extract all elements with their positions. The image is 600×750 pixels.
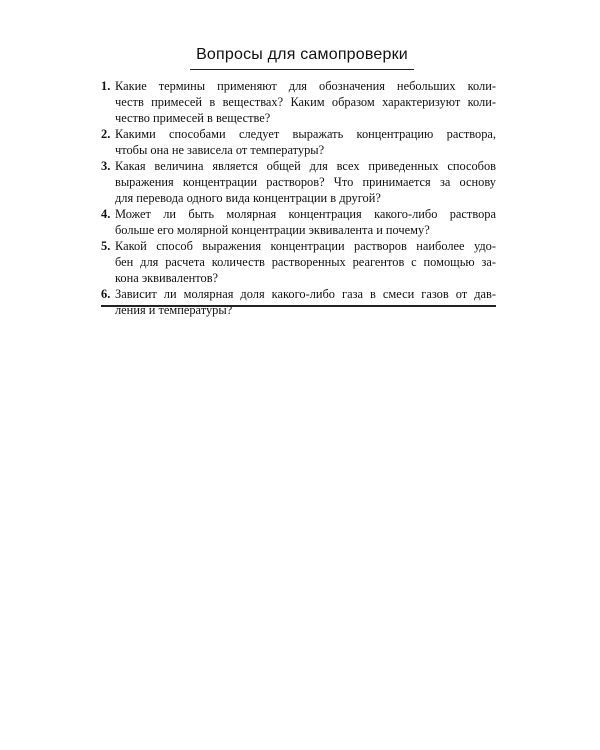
question-item-1 [101,78,496,126]
question-number: 3. [101,159,111,173]
question-item-3 [101,158,496,206]
question-text-line: Какая величина является общей для всех приведенных способов [115,159,496,173]
question-item-5 [101,238,496,286]
question-list [101,78,496,318]
question-number: 4. [101,207,111,221]
section-title-underline [190,69,414,70]
question-number: 5. [101,239,111,253]
question-item-2 [101,126,496,158]
question-item-6 [101,286,496,318]
question-text-line: честв примесей в веществах? Каким образом характеризуют коли- [115,95,496,109]
question-text-line: для перевода одного вида концентрации в другой? [115,191,381,205]
question-text-line: Какой способ выражения концентрации растворов наиболее удо- [115,239,496,253]
question-number: 6. [101,287,111,301]
question-text-line: Может ли быть молярная концентрация какого-либо раствора [115,207,496,221]
question-text-line: больше его молярной концентрации эквивалента и почему? [115,223,430,237]
question-number: 1. [101,79,111,93]
section-end-rule [101,305,496,307]
question-text-line: чество примесей в веществе? [115,111,271,125]
section-header [190,44,414,70]
section-title: Вопросы для самопроверки [196,46,408,63]
question-text-line: ления и температуры? [115,303,233,317]
question-text-line: Зависит ли молярная доля какого-либо газа в смеси газов от дав- [115,287,496,301]
question-item-4 [101,206,496,238]
question-text-line: Какими способами следует выражать концентрацию раствора, [115,127,496,141]
question-text-line: бен для расчета количеств растворенных реагентов с помощью за- [115,255,496,269]
question-text-line: Какие термины применяют для обозначения небольших коли- [115,79,496,93]
question-text-line: выражения концентрации растворов? Что принимается за основу [115,175,496,189]
question-text-line: чтобы она не зависела от температуры? [115,143,325,157]
question-text-line: кона эквивалентов? [115,271,219,285]
question-number: 2. [101,127,111,141]
